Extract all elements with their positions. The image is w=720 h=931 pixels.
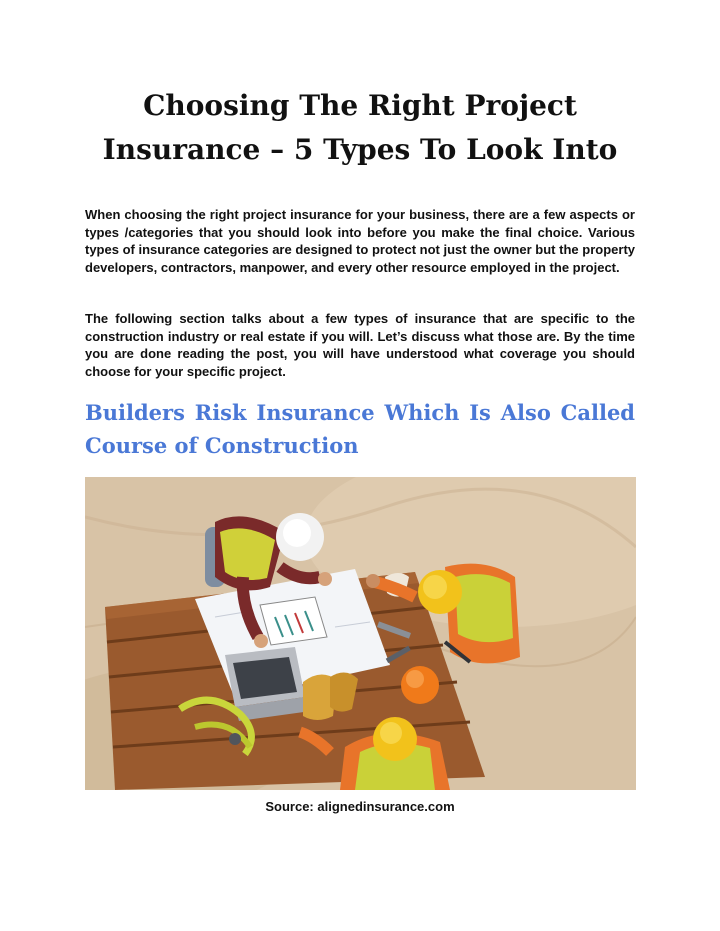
second-paragraph: The following section talks about a few types of insurance that are specific to the construction industry or real estate if you will. Let’s discuss what those are. By the time you are done reading the post, you will have understood what coverage you should choose for your specific project. bbox=[85, 311, 635, 379]
image-caption: Source: alignedinsurance.com bbox=[265, 799, 455, 814]
construction-workers-photo bbox=[85, 477, 636, 790]
section-heading: Builders Risk Insurance Which Is Also Called Course of Construction bbox=[85, 400, 635, 458]
orange-helmet bbox=[401, 666, 439, 704]
intro-paragraph: When choosing the right project insurance for your business, there are a few aspects or types /categories that you should look into before you make the final choice. Various types of insurance categories are designed to protect not just the owner but the property developers, contractors, manpower, and every other resource employed in the project. bbox=[85, 207, 635, 275]
page-title: Choosing The Right Project Insurance – 5 Types To Look Into bbox=[102, 89, 618, 166]
